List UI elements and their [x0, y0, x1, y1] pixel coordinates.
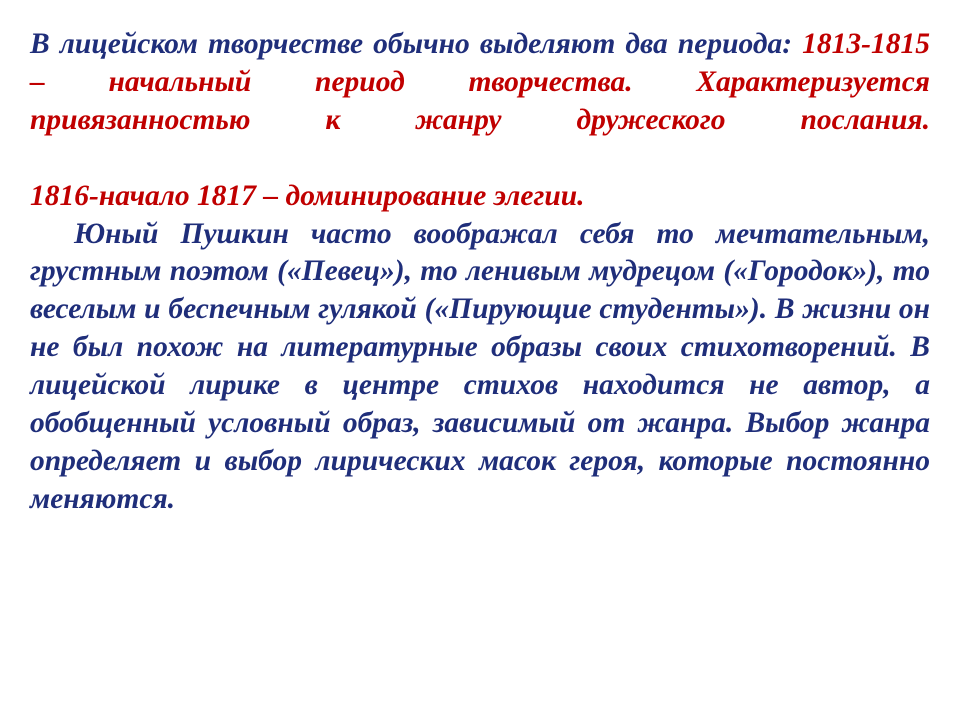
- paragraph-periods-lead: В лицейском творчестве обычно выделяют два периода:: [30, 28, 803, 60]
- paragraph-elegy-period: 1816-начало 1817 – доминирование элегии.: [30, 179, 585, 212]
- paragraph-young-pushkin: Юный Пушкин часто воображал себя то мечтательным, грустным поэтом («Певец»), то ленивым мудрецом («Городок»), то веселым и беспечным гулякой («Пирующие студенты»). В жизни он не был похож на литературные образы своих стихотворений. В лицейской лирике в центре стихов находится не автор, а обобщенный условный образ, зависимый от жанра. Выбор жанра определяет и выбор лирических масок героя, которые постоянно меняются.: [30, 217, 930, 515]
- slide-body-text: [30, 26, 930, 557]
- paragraph-periods-accent: 1813-1815 – начальный период творчества. Характеризуется привязанностью к жанру дружеского послания.: [30, 28, 930, 136]
- paragraph-periods: [30, 26, 930, 178]
